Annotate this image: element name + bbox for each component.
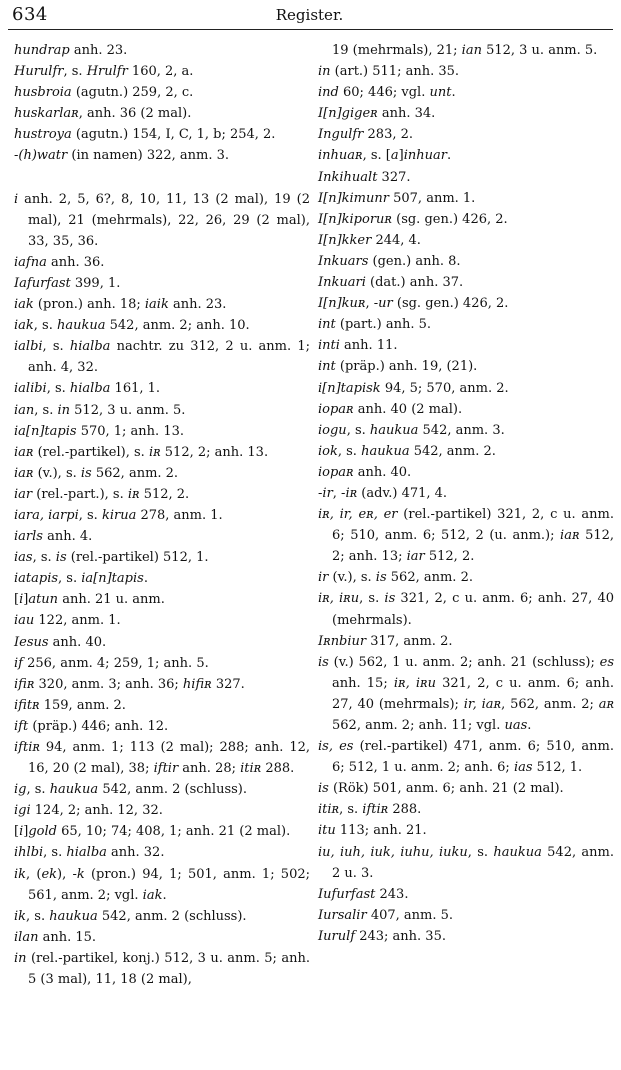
index-entry: ihlbi, s. hialba anh. 32.	[14, 845, 165, 861]
index-entry: iaʀ (v.), s. is 562, anm. 2.	[14, 465, 179, 481]
index-entry: iu, iuh, iuk, iuhu, iuku, s. haukua 542, anm. 2 u. 3.	[318, 844, 615, 881]
index-entry: Iafurfast 399, 1.	[14, 275, 121, 291]
index-entry: inhuaʀ, s. [a]inhuar.	[318, 148, 452, 164]
index-entry: ir (v.), s. is 562, anm. 2.	[318, 570, 473, 586]
index-entry-continued: 19 (mehrmals), 21; ian 512, 3 u. anm. 5.	[332, 43, 598, 58]
index-entry: in (art.) 511; anh. 35.	[318, 64, 460, 80]
index-entry: Iʀnbiur 317, anm. 2.	[318, 633, 453, 649]
index-entry: iak, s. haukua 542, anm. 2; anh. 10.	[14, 318, 250, 334]
index-entry: int (präp.) anh. 19, (21).	[318, 359, 478, 375]
index-entry: I[n]kiporuʀ (sg. gen.) 426, 2.	[318, 211, 508, 227]
index-entry: ifiʀ 320, anm. 3; anh. 36; hifiʀ 327.	[14, 676, 245, 692]
section-gap	[14, 167, 310, 189]
index-entry: -ir, -iʀ (adv.) 471, 4.	[318, 485, 448, 501]
index-entry: itiʀ, s. iftiʀ 288.	[318, 802, 422, 818]
left-column	[14, 40, 310, 990]
running-title: Register.	[275, 6, 344, 24]
index-entry: ifitʀ 159, anm. 2.	[14, 697, 126, 713]
index-entry: [i]atun anh. 21 u. anm.	[14, 592, 165, 608]
index-entry: in (rel.-partikel, konj.) 512, 3 u. anm. 5; anh. 5 (3 mal), 11, 18 (2 mal),	[14, 950, 310, 988]
index-entry: iopaʀ anh. 40 (2 mal).	[318, 401, 463, 417]
index-entry: ik, (ek), -k (pron.) 94, 1; 501, anm. 1; 502; 561, anm. 2; vgl. iak.	[14, 866, 310, 903]
index-entry: iftiʀ 94, anm. 1; 113 (2 mal); 288; anh. 12, 16, 20 (2 mal), 38; iftir anh. 28; itiʀ 288.	[14, 740, 310, 777]
index-entry: Inkihualt 327.	[318, 169, 411, 185]
index-entry: ift (präp.) 446; anh. 12.	[14, 718, 169, 734]
index-entry: iok, s. haukua 542, anm. 2.	[318, 443, 496, 459]
index-entry: hustroya (agutn.) 154, I, C, 1, b; 254, 2.	[14, 127, 276, 143]
index-entry: I[n]gigeʀ anh. 34.	[318, 106, 436, 122]
index-entry: I[n]kker 244, 4.	[318, 232, 421, 248]
index-entry: ind 60; 446; vgl. unt.	[318, 85, 456, 101]
index-entry: iau 122, anm. 1.	[14, 613, 121, 629]
index-entry: hundrap anh. 23.	[14, 43, 128, 58]
index-entry: iʀ, ir, eʀ, er (rel.-partikel) 321, 2, c u. anm. 6; 510, anm. 6; 512, 2 (u. anm.); iaʀ 512, 2; anh. 13; iar 512, 2.	[318, 507, 615, 565]
index-entry: is, es (rel.-partikel) 471, anm. 6; 510, anm. 6; 512, 1 u. anm. 2; anh. 6; ias 512, 1.	[318, 739, 614, 776]
index-entry: Iufurfast 243.	[318, 886, 409, 902]
header-rule	[8, 29, 613, 30]
index-entry: inti anh. 11.	[318, 338, 398, 354]
index-entry: Iursalir 407, anm. 5.	[318, 907, 454, 923]
page-header	[8, 2, 611, 28]
index-entry: ias, s. is (rel.-partikel) 512, 1.	[14, 550, 209, 566]
index-entry: Iesus anh. 40.	[14, 634, 107, 650]
index-entry: iafna anh. 36.	[14, 254, 105, 270]
index-entry: huskarlaʀ, anh. 36 (2 mal).	[14, 106, 192, 122]
index-entry: igi 124, 2; anh. 12, 32.	[14, 803, 163, 819]
index-entry: ik, s. haukua 542, anm. 2 (schluss).	[14, 908, 247, 924]
index-entry: int (part.) anh. 5.	[318, 317, 431, 333]
index-entry: is (Rök) 501, anm. 6; anh. 21 (2 mal).	[318, 781, 564, 797]
index-entry: iopaʀ anh. 40.	[318, 464, 412, 480]
index-entry: i anh. 2, 5, 6?, 8, 10, 11, 13 (2 mal), 19 (2 mal), 21 (mehrmals), 22, 26, 29 (2 mal), 33, 35, 36.	[14, 191, 310, 249]
index-entry: ilan anh. 15.	[14, 929, 97, 945]
index-entry: ialbi, s. hialba nachtr. zu 312, 2 u. anm. 1; anh. 4, 32.	[14, 339, 310, 376]
index-entry: is (v.) 562, 1 u. anm. 2; anh. 21 (schluss); es anh. 15; iʀ, iʀu 321, 2, c u. anm. 6; anh. 27, 40 (mehrmals); ir, iaʀ, 562, anm. 2; aʀ 562, anm. 2; anh. 11; vgl. uas.	[318, 654, 615, 733]
index-entry: iar (rel.-part.), s. iʀ 512, 2.	[14, 486, 190, 502]
index-entry: if 256, anm. 4; 259, 1; anh. 5.	[14, 655, 209, 671]
index-entry: ialibi, s. hialba 161, 1.	[14, 381, 161, 397]
index-entry: ia[n]tapis 570, 1; anh. 13.	[14, 423, 184, 439]
index-entry: iarls anh. 4.	[14, 529, 93, 545]
index-entry: [i]gold 65, 10; 74; 408, 1; anh. 21 (2 mal).	[14, 824, 291, 840]
index-entry: iara, iarpi, s. kirua 278, anm. 1.	[14, 507, 223, 523]
index-entry: Hurulfr, s. Hrulfr 160, 2, a.	[14, 64, 194, 80]
index-entry: Ingulfr 283, 2.	[318, 127, 414, 143]
index-entry: iaʀ (rel.-partikel), s. iʀ 512, 2; anh. 13.	[14, 444, 269, 460]
index-entry: I[n]kimunr 507, anm. 1.	[318, 190, 476, 206]
index-entry: itu 113; anh. 21.	[318, 823, 427, 839]
index-entry: i[n]tapisk 94, 5; 570, anm. 2.	[318, 380, 509, 396]
index-entry: iatapis, s. ia[n]tapis.	[14, 571, 148, 587]
index-entry: Inkuari (dat.) anh. 37.	[318, 275, 464, 291]
right-column	[318, 40, 614, 947]
index-entry: Inkuars (gen.) anh. 8.	[318, 253, 461, 269]
page-number: 634	[12, 4, 48, 25]
index-entry: I[n]kuʀ, -ur (sg. gen.) 426, 2.	[318, 296, 509, 312]
index-entry: iak (pron.) anh. 18; iaik anh. 23.	[14, 297, 227, 313]
index-entry: ig, s. haukua 542, anm. 2 (schluss).	[14, 782, 247, 798]
index-entry: iogu, s. haukua 542, anm. 3.	[318, 422, 505, 438]
index-entry: husbroia (agutn.) 259, 2, c.	[14, 85, 194, 101]
index-entry: -(h)watr (in namen) 322, anm. 3.	[14, 148, 230, 164]
index-entry: Iurulf 243; anh. 35.	[318, 928, 446, 944]
index-entry: ian, s. in 512, 3 u. anm. 5.	[14, 402, 186, 418]
index-entry: iʀ, iʀu, s. is 321, 2, c u. anm. 6; anh. 27, 40 (mehrmals).	[318, 591, 615, 628]
